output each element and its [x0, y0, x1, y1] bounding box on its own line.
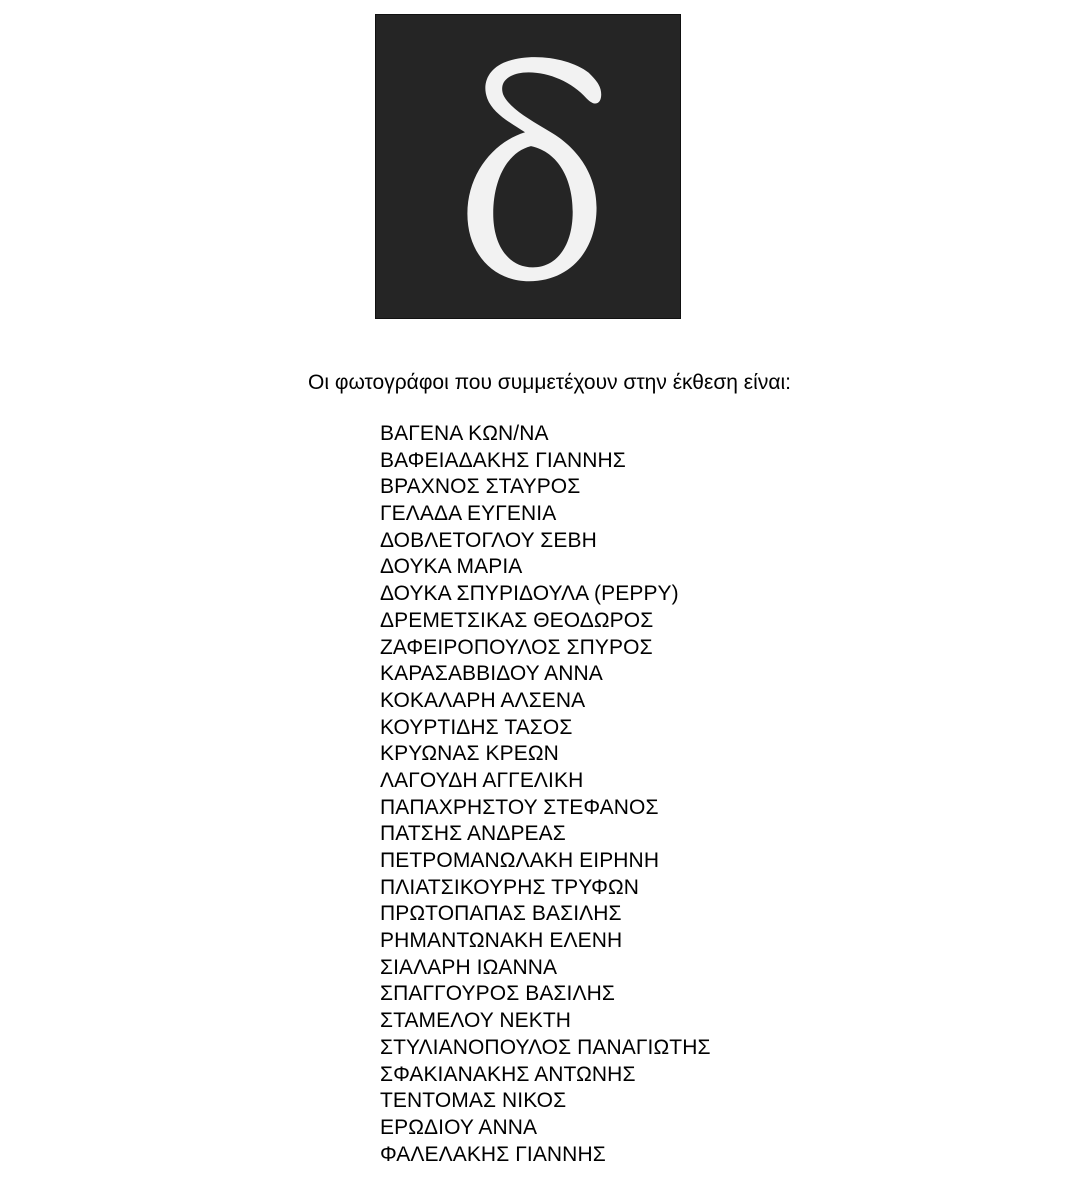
photographer-name: ΠΑΤΣΗΣ ΑΝΔΡΕΑΣ: [380, 822, 566, 846]
photographer-name: ΚΟΥΡΤΙΔΗΣ ΤΑΣΟΣ: [380, 715, 573, 739]
photographer-name: ΣΙΑΛΑΡΗ ΙΩΑΝΝΑ: [380, 955, 558, 979]
photographer-name: ΒΑΦΕΙΑΔΑΚΗΣ ΓΙΑΝΝΗΣ: [380, 448, 626, 472]
photographer-name: ΚΟΚΑΛΑΡΗ ΑΛΣΕΝΑ: [380, 688, 586, 712]
photographer-name: ΔΡΕΜΕΤΣΙΚΑΣ ΘΕΟΔΩΡΟΣ: [380, 608, 654, 632]
photographer-name: ΒΑΓΕΝΑ ΚΩΝ/ΝΑ: [380, 422, 549, 445]
photographer-name: ΠΛΙΑΤΣΙΚΟΥΡΗΣ ΤΡΥΦΩΝ: [380, 875, 640, 899]
photographer-name: ΔΟΒΛΕΤΟΓΛΟΥ ΣΕΒΗ: [380, 528, 597, 552]
photographer-name: ΣΠΑΓΓΟΥΡΟΣ ΒΑΣΙΛΗΣ: [380, 982, 615, 1006]
intro-text: Οι φωτογράφοι που συμμετέχουν στην έκθεση είναι:: [308, 371, 791, 394]
photographer-name: ΖΑΦΕΙΡΟΠΟΥΛΟΣ ΣΠΥΡΟΣ: [380, 635, 653, 659]
photographer-name: ΒΡΑΧΝΟΣ ΣΤΑΥΡΟΣ: [380, 475, 581, 499]
photographer-name: ΠΕΤΡΟΜΑΝΩΛΑΚΗ ΕΙΡΗΝΗ: [380, 849, 660, 872]
photographer-name: ΛΑΓΟΥΔΗ ΑΓΓΕΛΙΚΗ: [380, 768, 584, 792]
photographer-name: ΠΑΠΑΧΡΗΣΤΟΥ ΣΤΕΦΑΝΟΣ: [380, 795, 659, 819]
photographer-name: ΔΟΥΚΑ ΜΑΡΙΑ: [380, 555, 523, 579]
photographer-name: ΚΡΥΩΝΑΣ ΚΡΕΩΝ: [380, 742, 559, 766]
photographer-name: ΤΕΝΤΟΜΑΣ ΝΙΚΟΣ: [380, 1089, 567, 1113]
photographer-name: ΓΕΛΑΔΑ ΕΥΓΕΝΙΑ: [380, 502, 557, 526]
photographer-name: ΡΗΜΑΝΤΩΝΑΚΗ ΕΛΕΝΗ: [380, 929, 623, 953]
photographer-name: ΔΟΥΚΑ ΣΠΥΡΙΔΟΥΛΑ (PEPPY): [380, 582, 679, 606]
photographer-name: ΣΤΥΛΙΑΝΟΠΟΥΛΟΣ ΠΑΝΑΓΙΩΤΗΣ: [380, 1035, 711, 1059]
delta-logo: [375, 14, 681, 319]
photographer-name: ΣΤΑΜΕΛΟΥ ΝΕΚΤΗ: [380, 1009, 572, 1033]
photographer-name: ΚΑΡΑΣΑΒΒΙΔΟΥ ΑΝΝΑ: [380, 662, 603, 686]
photographers-list: [380, 421, 711, 1168]
photographer-name: ΠΡΩΤΟΠΑΠΑΣ ΒΑΣΙΛΗΣ: [380, 902, 622, 926]
photographer-name: ΕΡΩΔΙΟΥ ΑΝΝΑ: [380, 1115, 538, 1139]
photographer-name: ΣΦΑΚΙΑΝΑΚΗΣ ΑΝΤΩΝΗΣ: [380, 1062, 636, 1086]
delta-lowercase-icon: [376, 15, 680, 318]
photographer-name: ΦΑΛΕΛΑΚΗΣ ΓΙΑΝΝΗΣ: [380, 1142, 606, 1166]
